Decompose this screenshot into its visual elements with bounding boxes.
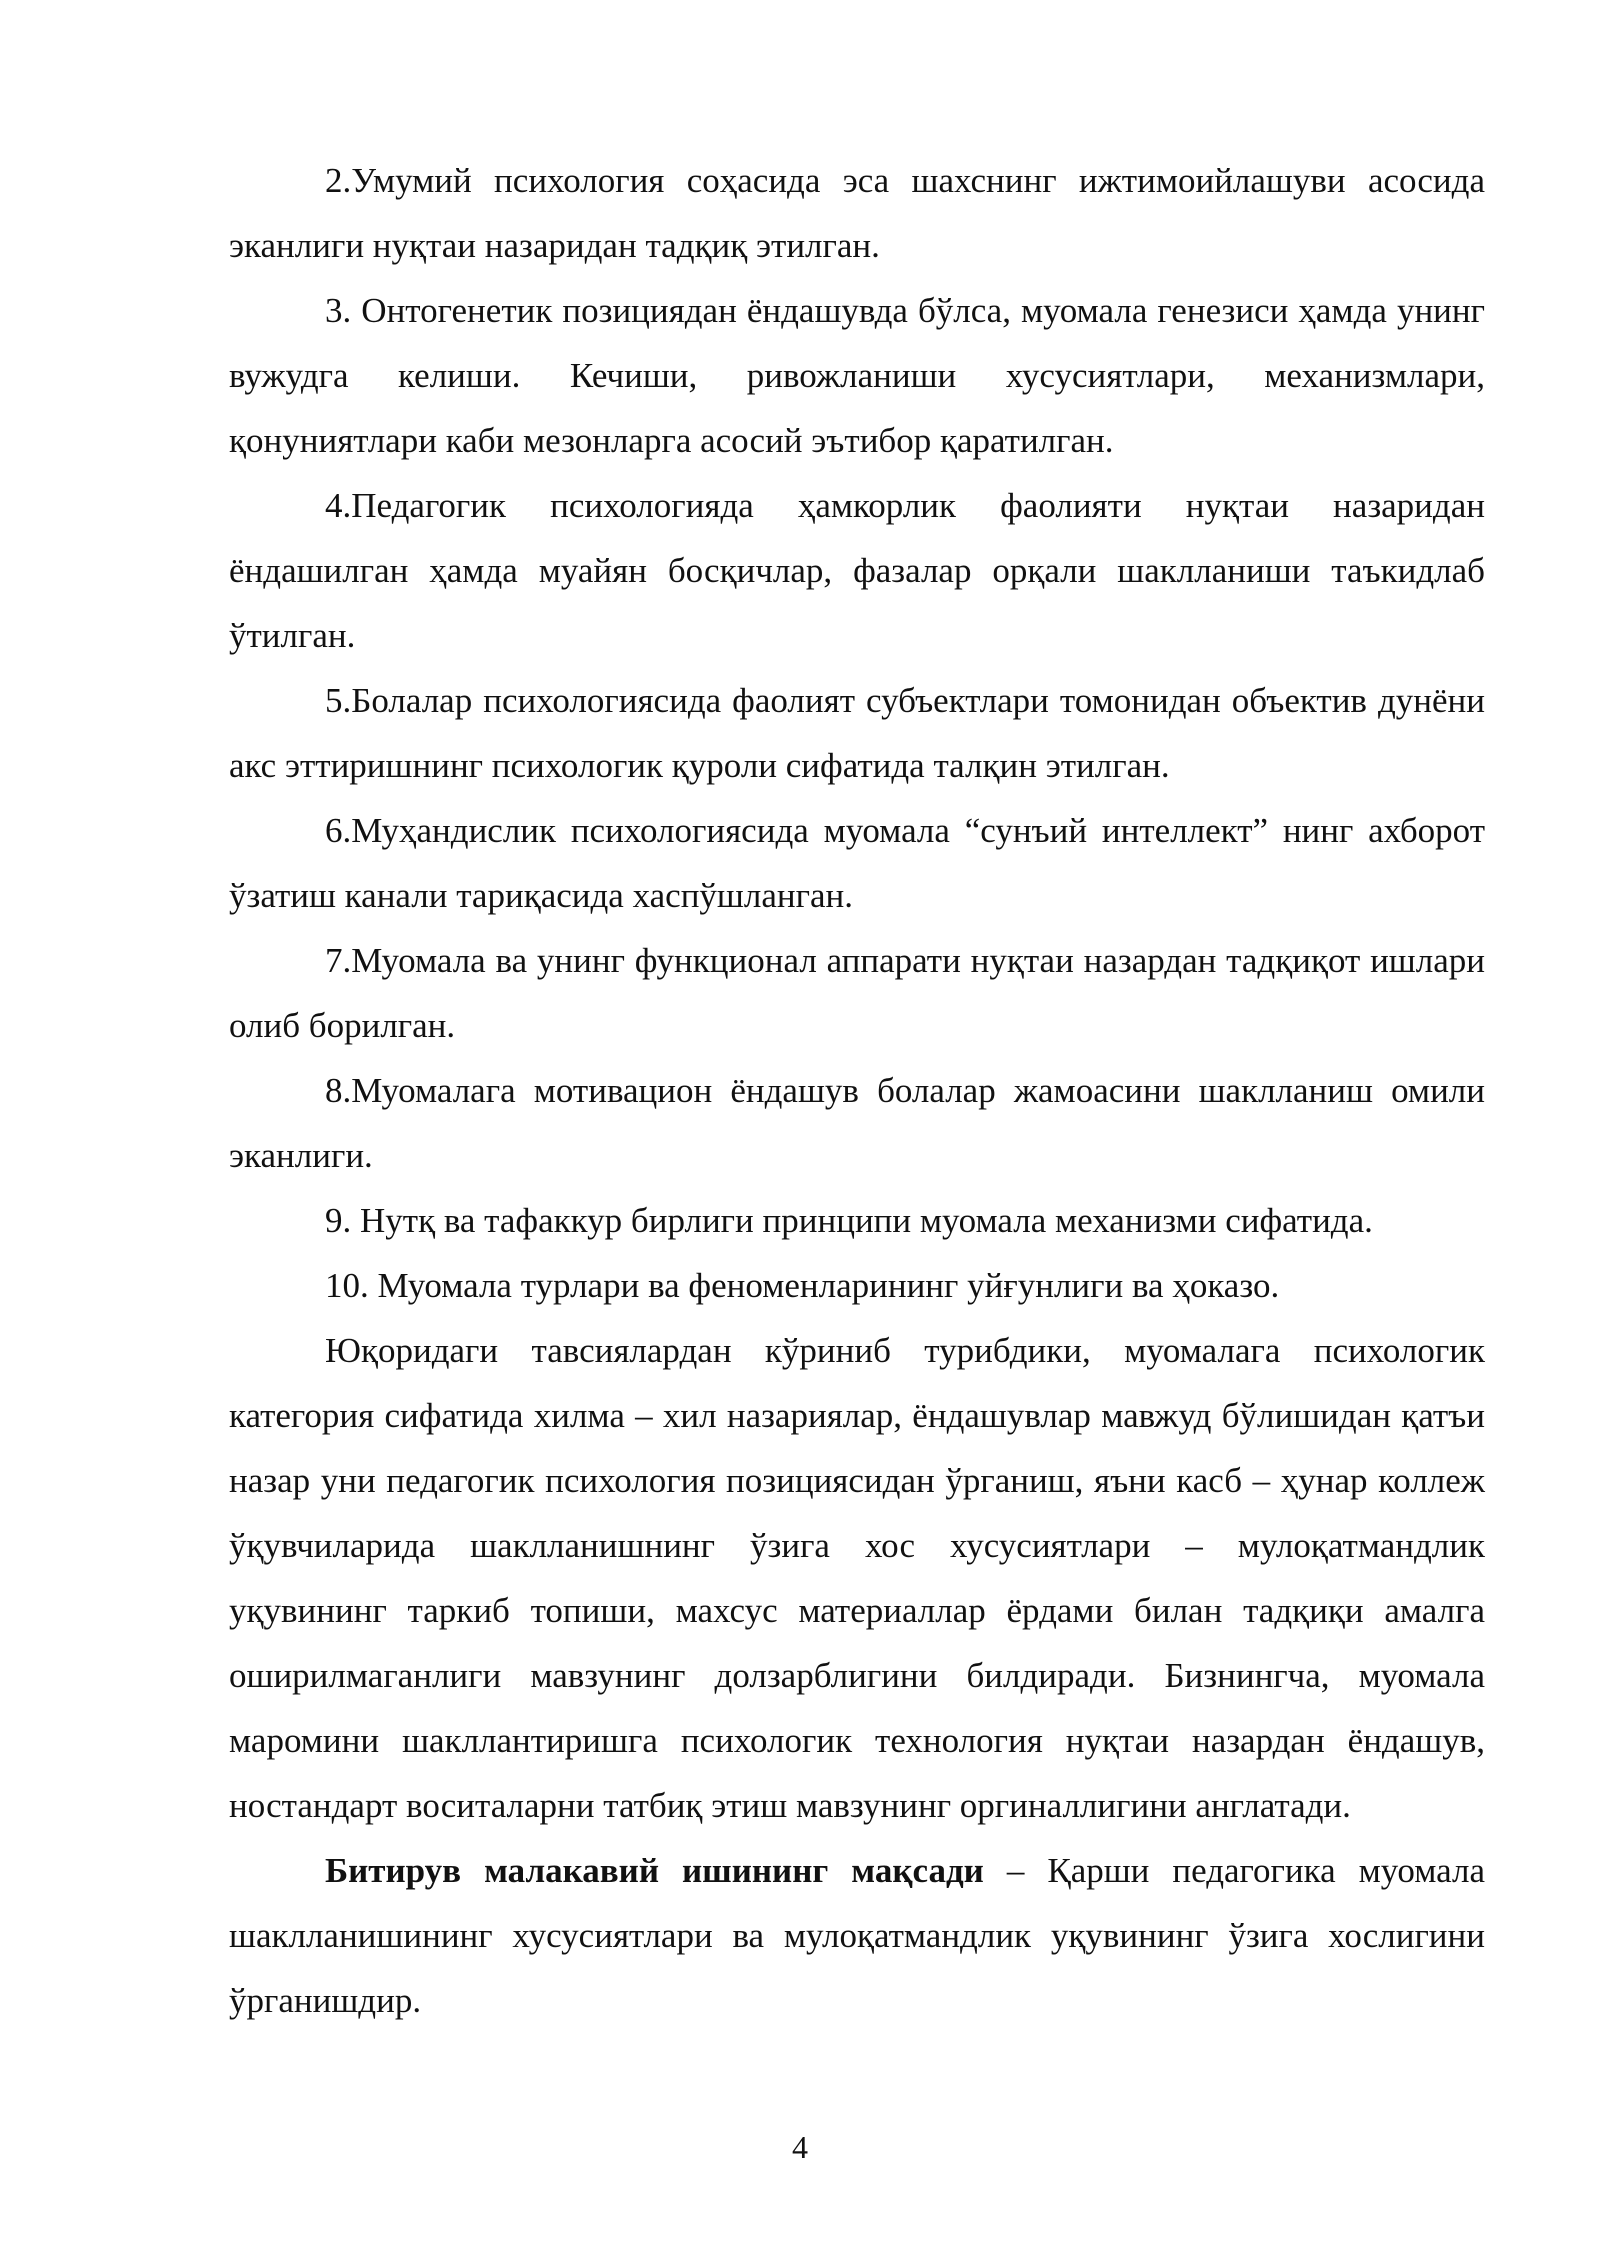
paragraph-item-10: 10. Муомала турлари ва феноменларининг уйғунлиги ва ҳоказо.: [325, 1266, 1280, 1305]
paragraph-item-7: 7.Муомала ва унинг функционал аппарати нуқтаи назардан тадқиқот ишлари олиб борилган.: [229, 941, 1485, 1045]
paragraph-item-5: 5.Болалар психологиясида фаолият субъектлари томонидан объектив дунёни акс эттиришнинг психологик қуроли сифатида талқин этилган.: [229, 681, 1485, 785]
paragraph-recommendations: Юқоридаги тавсиялардан кўриниб турибдики, муомалага психологик категория сифатида хилма – хил назариялар, ёндашувлар мавжуд бўлишидан қатъи назар уни педагогик психология позициясидан ўрганиш, яъни касб – ҳунар коллеж ўқувчиларида шаклланишнинг ўзига хос хусусиятлари – мулоқатмандлик уқувининг таркиб топиши, махсус материаллар ёрдами билан тадқиқи амалга оширилмаганлиги мавзунинг долзарблигини билдиради. Бизнингча, муомала маромини шакллантиришга психологик технология нуқтаи назардан ёндашув, ностандарт воситаларни татбиқ этиш мавзунинг оргиналлигини англатади.: [229, 1331, 1485, 1825]
document-body: [229, 148, 1485, 2033]
paragraph-item-8: 8.Муомалага мотивацион ёндашув болалар жамоасини шаклланиш омили эканлиги.: [229, 1071, 1485, 1175]
paragraph-item-3: 3. Онтогенетик позициядан ёндашувда бўлса, муомала генезиси ҳамда унинг вужудга келиши. Кечиши, ривожланиши хусусиятлари, механизмлари, қонуниятлари каби мезонларга асосий эътибор қаратилган.: [229, 291, 1485, 460]
paragraph-item-4: 4.Педагогик психологияда ҳамкорлик фаолияти нуқтаи назаридан ёндашилган ҳамда муайян босқичлар, фазалар орқали шаклланиши таъкидлаб ўтилган.: [229, 486, 1485, 655]
paragraph-goal: [229, 1838, 1485, 2033]
paragraph-item-9: 9. Нутқ ва тафаккур бирлиги принципи муомала механизми сифатида.: [325, 1201, 1373, 1240]
paragraph-item-2: 2.Умумий психология соҳасида эса шахснинг ижтимоийлашуви асосида эканлиги нуқтаи назаридан тадқиқ этилган.: [229, 161, 1485, 265]
goal-text: – Қарши педагогика муомала шаклланишининг хусусиятлари ва мулоқатмандлик уқувининг ўзига хослигини ўрганишдир.: [229, 1851, 1485, 2020]
paragraph-item-6: 6.Муҳандислик психологиясида муомала “сунъий интеллект” нинг ахборот ўзатиш канали тариқасида хаспўшланган.: [229, 811, 1485, 915]
page-number: 4: [792, 2129, 808, 2165]
goal-heading: Битирув малакавий ишининг мақсади: [325, 1851, 984, 1890]
